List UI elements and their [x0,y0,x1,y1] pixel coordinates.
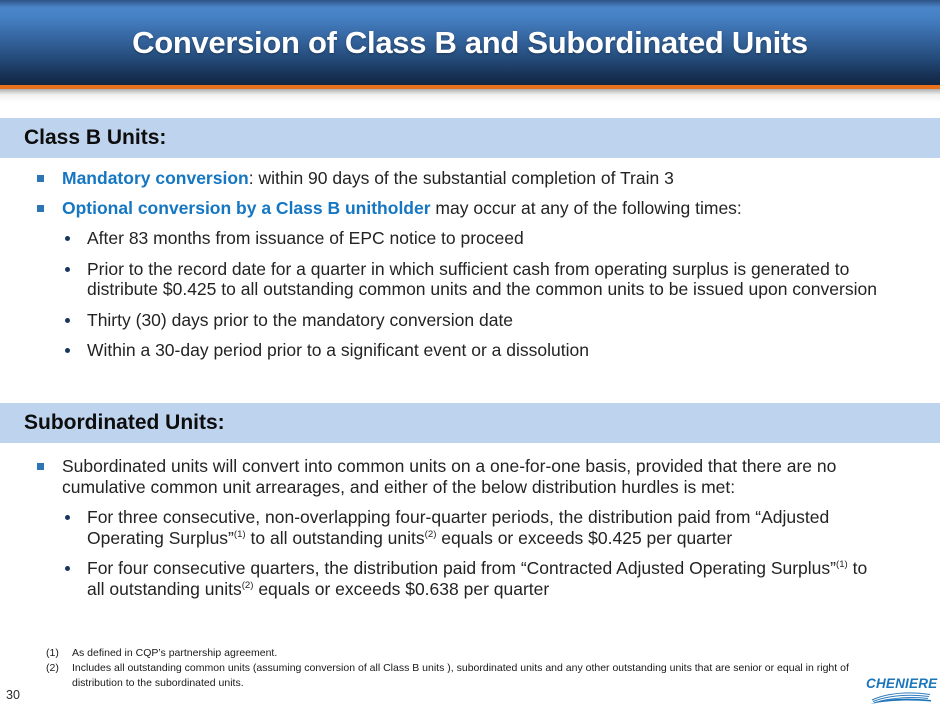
round-bullet-icon [65,566,70,571]
bullet-lead-text: Optional conversion by a Class B unitholder [62,198,431,218]
square-bullet-icon [37,175,44,182]
bullet-text [62,198,885,219]
bullet-rest-text: may occur at any of the following times: [430,198,742,218]
cheniere-logo [866,676,936,704]
sub-bullet-text: Within a 30-day period prior to a significant event or a dissolution [87,340,589,360]
footnote-text: As defined in CQP’s partnership agreement. [72,647,278,659]
round-bullet-icon [65,318,70,323]
section-header-subordinated [0,403,940,443]
sub-bullet-segment: equals or exceeds $0.638 per quarter [253,578,550,599]
round-bullet-icon [65,348,70,353]
sub-bullet-item [65,259,885,300]
bullet-mandatory-conversion [37,168,885,189]
bullet-lead-text: Mandatory conversion [62,168,249,188]
footnote-text: Includes all outstanding common units (assuming conversion of all Class B units ), subordinated units and any other outstanding units that are senior or equal in right of distribution to the subordinated units. [72,662,849,689]
subordinated-content [0,456,940,609]
footnote-number: (2) [46,662,59,674]
sub-bullet-text [87,558,885,599]
sub-bullet-segment: equals or exceeds $0.425 per quarter [436,527,733,548]
footnote-ref: (1) [233,528,246,540]
sub-bullet-text: Prior to the record date for a quarter in which sufficient cash from operating surplus is generated to distribute $0.425 to all outstanding common units and the common units to be issued upon conversion [87,258,877,299]
round-bullet-icon [65,515,70,520]
sub-bullet-text: After 83 months from issuance of EPC notice to proceed [87,228,524,248]
cheniere-logo-text: CHENIERE [866,676,938,691]
sub-bullet-text [87,507,885,548]
square-bullet-icon [37,463,44,470]
sub-bullet-segment: For three consecutive, non-overlapping four-quarter periods, the distribution paid from “Adjusted Operating Surplus” [87,507,830,548]
page-number: 30 [6,688,20,702]
footnotes [46,646,872,691]
bullet-optional-conversion [37,198,885,219]
sub-bullet-item [65,507,885,548]
sub-bullet-segment: to all outstanding units [245,527,425,548]
header-shadow [0,89,940,102]
sub-bullet-item [65,310,885,331]
class-b-sub-bullet-list [0,228,940,361]
sub-bullet-segment: to all outstanding units [87,558,868,599]
bullet-rest-text: : within 90 days of the substantial completion of Train 3 [248,168,674,188]
round-bullet-icon [65,236,70,241]
round-bullet-icon [65,267,70,272]
bullet-subordinated-conversion [37,456,885,498]
footnote-1 [46,646,872,661]
footnote-ref: (1) [836,559,848,571]
bullet-text: Subordinated units will convert into common units on a one-for-one basis, provided that there are no cumulative common unit arrearages, and either of the below distribution hurdles is met: [62,456,837,497]
slide-title: Conversion of Class B and Subordinated Units [132,25,808,60]
section-header-class-b-label: Class B Units: [24,126,167,149]
sub-bullet-item [65,228,885,249]
class-b-content [0,168,940,371]
section-header-class-b [0,118,940,158]
footnote-ref: (2) [424,528,437,540]
bullet-text [62,168,885,189]
title-bar [0,0,940,85]
footnote-ref: (2) [241,579,254,591]
square-bullet-icon [37,205,44,212]
section-header-subordinated-label: Subordinated Units: [24,411,225,434]
sub-bullet-text: Thirty (30) days prior to the mandatory conversion date [87,309,514,330]
footnote-number: (1) [46,647,59,659]
subordinated-sub-bullet-list [0,507,940,599]
cheniere-wave-icon [870,691,932,704]
footnote-2 [46,661,872,691]
sub-bullet-segment: For four consecutive quarters, the distribution paid from “Contracted Adjusted Operating Surplus” [87,558,836,578]
sub-bullet-item [65,340,885,361]
sub-bullet-item [65,558,885,599]
